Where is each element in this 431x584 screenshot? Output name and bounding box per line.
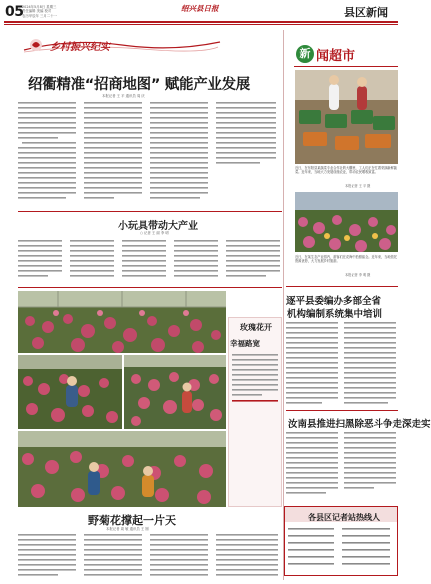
main-article-body — [18, 100, 280, 210]
photo-credit-2: 本报记者 李 明 摄 — [345, 273, 371, 277]
rose-harvest-photo — [18, 431, 226, 507]
news-supermarket-label: 闻超市 — [316, 49, 356, 64]
section-divider — [18, 287, 282, 288]
section-divider — [18, 211, 282, 212]
vegetable-market-photo — [295, 70, 398, 164]
news1-headline-line1: 逐平县委编办多部全省 — [286, 296, 382, 307]
inset-subtitle: 幸福路宽 — [230, 339, 260, 348]
rose-picking-photo — [18, 355, 122, 429]
main-byline: 本报记者 王 平 通讯员 周 庆 — [102, 94, 145, 98]
chrysanthemum-byline: 本报记者 周 敏 通讯员 王 刚 — [106, 527, 149, 531]
rose-field-photo — [124, 355, 226, 429]
header-rule-thin — [4, 24, 398, 25]
news-supermarket-rule — [294, 66, 398, 67]
chrysanthemum-article-body — [18, 532, 282, 582]
inset-body — [232, 352, 278, 412]
rose-greenhouse-photo — [18, 291, 226, 353]
news2-body — [286, 430, 398, 502]
news2-headline: 汝南县推进扫黑除恶斗争走深走实 — [288, 419, 431, 430]
inset-title: 玫瑰花开 — [240, 323, 272, 332]
chrysanthemum-headline: 野菊花撑起一片天 — [88, 514, 176, 527]
column-banner-label: 乡村振兴纪实 — [50, 42, 110, 53]
directory-list — [288, 526, 394, 572]
toys-byline: ○ 记者 王 丽 李 明 — [140, 231, 169, 235]
news1-headline-line2: 机构编制系统集中培训 — [287, 309, 383, 320]
news-supermarket-icon: 新 — [296, 45, 314, 63]
section-divider — [286, 286, 398, 287]
section-divider — [286, 410, 398, 411]
news1-body — [286, 320, 398, 410]
photo-caption-1: 近日，在东阳县某蔬菜专业合作社的大棚里，工人们正在忙着采摘新鲜蔬菜。近年来，当地大力发展设施农业，带动农民增收致富。 — [295, 166, 397, 175]
section-title: 县区新闻 — [344, 6, 388, 19]
header-meta-line: 责任编辑 美编 校对 — [22, 9, 52, 14]
photo-credit-1: 本报记者 王 平 摄 — [345, 184, 371, 188]
flower-garden-photo — [295, 192, 398, 252]
column-separator — [283, 30, 284, 580]
page-number: 05 — [5, 4, 24, 20]
main-headline: 绍衢精准“招商地图” 赋能产业发展 — [28, 77, 251, 93]
toys-headline: 小玩具带动大产业 — [118, 221, 198, 232]
toys-article-body — [18, 238, 282, 282]
header-meta-line: 农历甲辰年 三月二十一 — [22, 13, 57, 18]
header-meta-line: 2024年5月8日 星期三 — [22, 5, 57, 9]
directory-title: 各县区记者站热线人 — [308, 513, 380, 522]
header-rule — [4, 21, 398, 23]
paper-name: 绍兴县日报 — [181, 4, 219, 13]
header-meta — [22, 5, 57, 18]
photo-caption-2: 近日，在某生态产业园内，游客们在花海中拍照留念。近年来，当地依托资源优势，大力发展乡村旅游。 — [295, 255, 397, 264]
